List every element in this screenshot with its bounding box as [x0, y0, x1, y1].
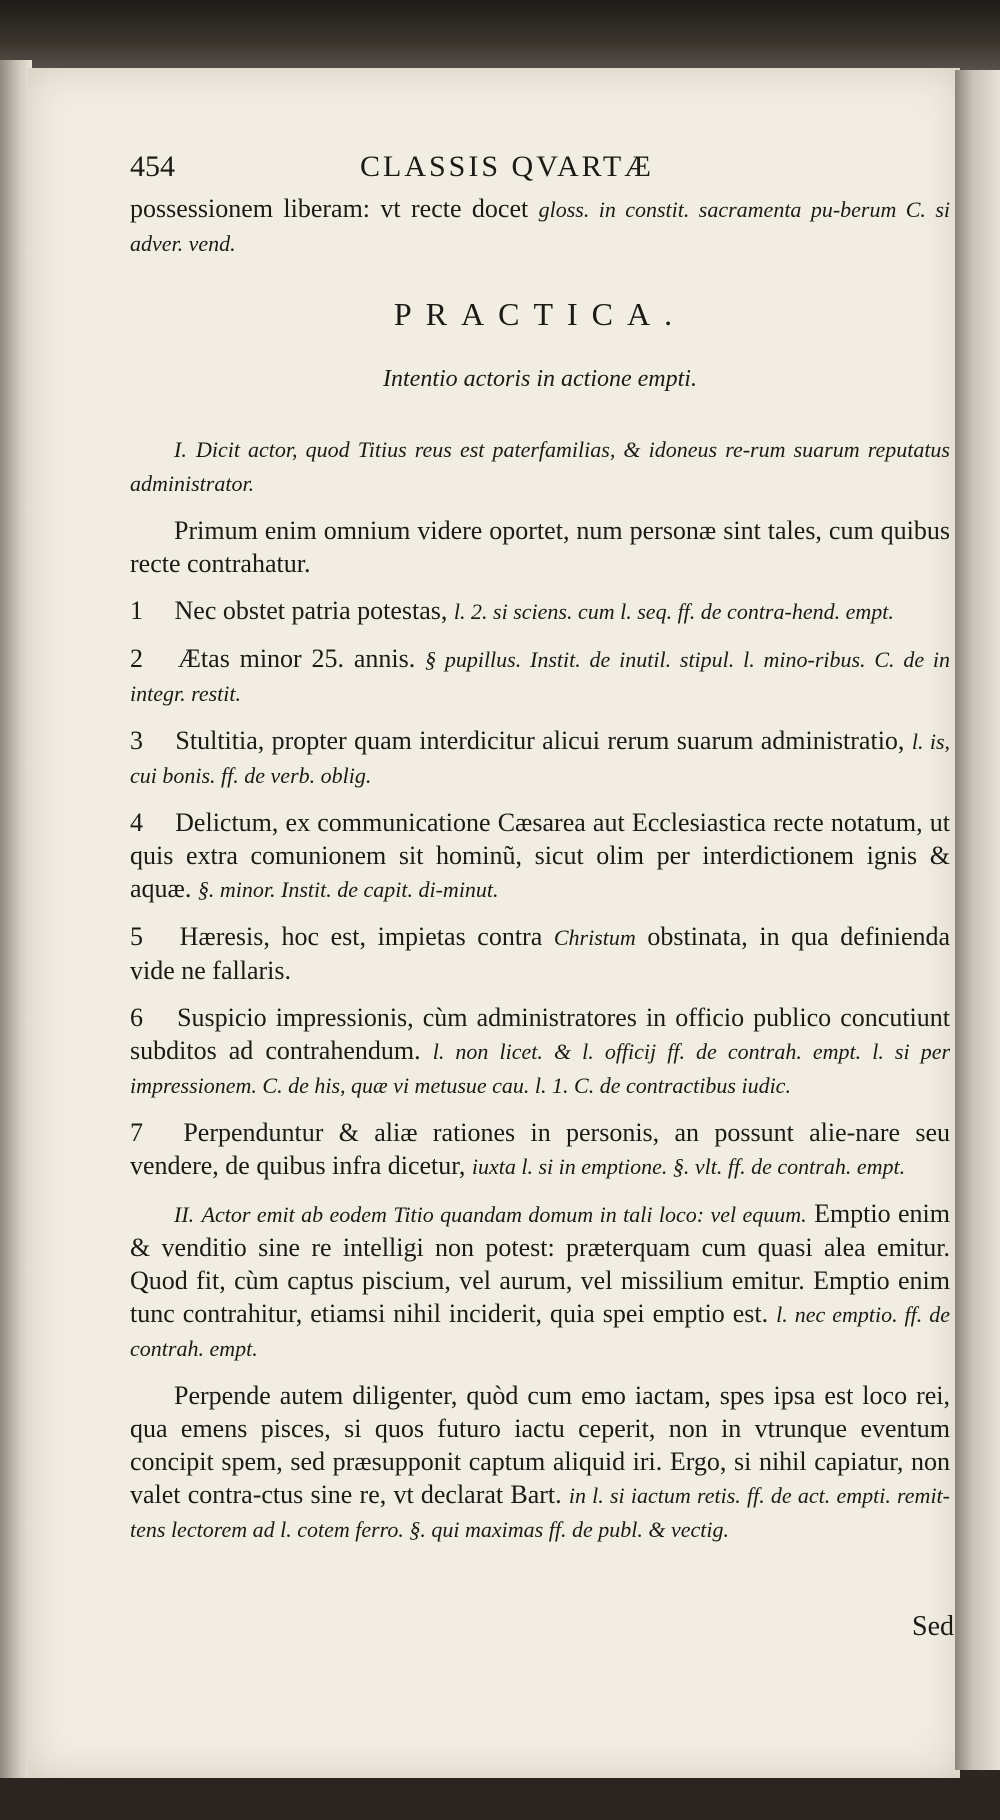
page-header: [130, 150, 950, 190]
section-title: PRACTICA.: [393, 296, 687, 332]
list-item: [130, 1116, 950, 1183]
item-text: Nec obstet patria potestas,: [174, 596, 448, 625]
item-citation: iuxta l. si in emptione. §. vlt. ff. de contrah. empt.: [471, 1154, 906, 1179]
list-item: [130, 1001, 950, 1102]
paragraph-text: Emptio enim & venditio sine re intelligi non potest: præterquam cum quasi alea emitur. Quod fit, cùm captus piscium, vel aurum, vel missilium emitur. Emptio enim tunc contrahitur, etiamsi nihil inciderit, quia spei emptio est.: [130, 1199, 951, 1328]
list-item: [130, 920, 950, 987]
paragraph-number: II.: [174, 1202, 195, 1227]
item-number: 1: [130, 596, 143, 625]
list-item: [130, 806, 950, 906]
paragraph-4: [130, 1379, 950, 1546]
section-subtitle: Intentio actoris in actione empti.: [383, 366, 697, 392]
item-number: 2: [130, 644, 143, 673]
book-fore-edge: [955, 70, 1000, 1770]
item-text: Stultitia, propter quam interdicitur alicui rerum suarum administratio,: [175, 726, 905, 755]
running-head: CLASSIS QVARTÆ: [360, 150, 654, 183]
paragraph-citation: in l. si iactum retis. ff. de act. empti. remit-tens lectorem ad l. cotem ferro. §. qui maximas ff. de publ. & vectig.: [130, 1483, 950, 1542]
paragraph-text: Primum enim omnium videre oportet, num personæ sint tales, cum quibus recte contrahatur.: [130, 516, 950, 578]
item-number: 7: [130, 1118, 143, 1147]
paragraph-citation: l. nec emptio. ff. de contrah. empt.: [130, 1302, 950, 1361]
paragraph-2: [130, 514, 950, 580]
list-item: [130, 594, 950, 628]
book-bottom-edge: [0, 1778, 1000, 1820]
paragraph-number: I.: [174, 437, 187, 462]
book-top-edge: [0, 0, 1000, 70]
item-number: 5: [130, 922, 143, 951]
item-number: 6: [130, 1003, 143, 1032]
item-text: Ætas minor 25. annis.: [177, 644, 416, 673]
paragraph-3: [130, 1197, 950, 1365]
item-citation: l. 2. si sciens. cum l. seq. ff. de contra-hend. empt.: [453, 599, 894, 624]
intro-citation: gloss. in constit. sacramenta pu-berum C. si adver. vend.: [130, 197, 950, 256]
paragraph-text: Dicit actor, quod Titius reus est paterfamilias, & idoneus re-rum suarum reputatus administrator.: [130, 437, 950, 496]
item-number: 3: [130, 726, 143, 755]
item-citation: §. minor. Instit. de capit. di-minut.: [197, 877, 499, 902]
paragraph-text: Perpende autem diligenter, quòd cum emo iactam, spes ipsa est loco rei, qua emens pisces, si quos futuro iactu ceperit, non in vtrunque eventum concipit spem, sed præsupponit captum aliquid iri. Ergo, si nihil capiatur, non valet contra-ctus sine re, vt declarat Bart.: [130, 1381, 950, 1509]
list-item: [130, 724, 950, 792]
catchword: Sed: [912, 1611, 954, 1642]
item-text: Suspicio impressionis, cùm administratores in officio publico concutiunt subditos ad contrahendum.: [130, 1003, 950, 1065]
item-citation: Christum: [553, 925, 636, 950]
item-number: 4: [130, 808, 143, 837]
item-text: Perpenduntur & aliæ rationes in personis, an possunt alie-nare seu vendere, de quibus infra dicetur,: [130, 1118, 950, 1180]
page-number: 454: [130, 150, 175, 183]
item-citation: § pupillus. Instit. de inutil. stipul. l. mino-ribus. C. de in integr. restit.: [130, 647, 951, 706]
item-citation: l. non licet. & l. officij ff. de contrah. empt. l. si per impressionem. C. de his, quæ vi metusue cau. l. 1. C. de contractibus iudic.: [130, 1039, 951, 1098]
page-text: [130, 150, 950, 1560]
intro-text: possessionem liberam: vt recte docet: [130, 194, 529, 223]
item-citation: l. is, cui bonis. ff. de verb. oblig.: [130, 729, 951, 788]
item-text: Hæresis, hoc est, impietas contra: [179, 922, 543, 951]
item-text: obstinata, in qua definienda vide ne fallaris.: [130, 922, 951, 985]
list-item: [130, 642, 950, 710]
paragraph-1: [130, 432, 950, 500]
intro-paragraph: [130, 192, 950, 260]
item-text: Delictum, ex communicatione Cæsarea aut Ecclesiastica recte notatum, ut quis extra comunionem sit hominũ, sicut olim per interdictionem ignis & aquæ.: [130, 808, 950, 903]
paragraph-citation: Actor emit ab eodem Titio quandam domum in tali loco: vel equum.: [201, 1202, 807, 1227]
